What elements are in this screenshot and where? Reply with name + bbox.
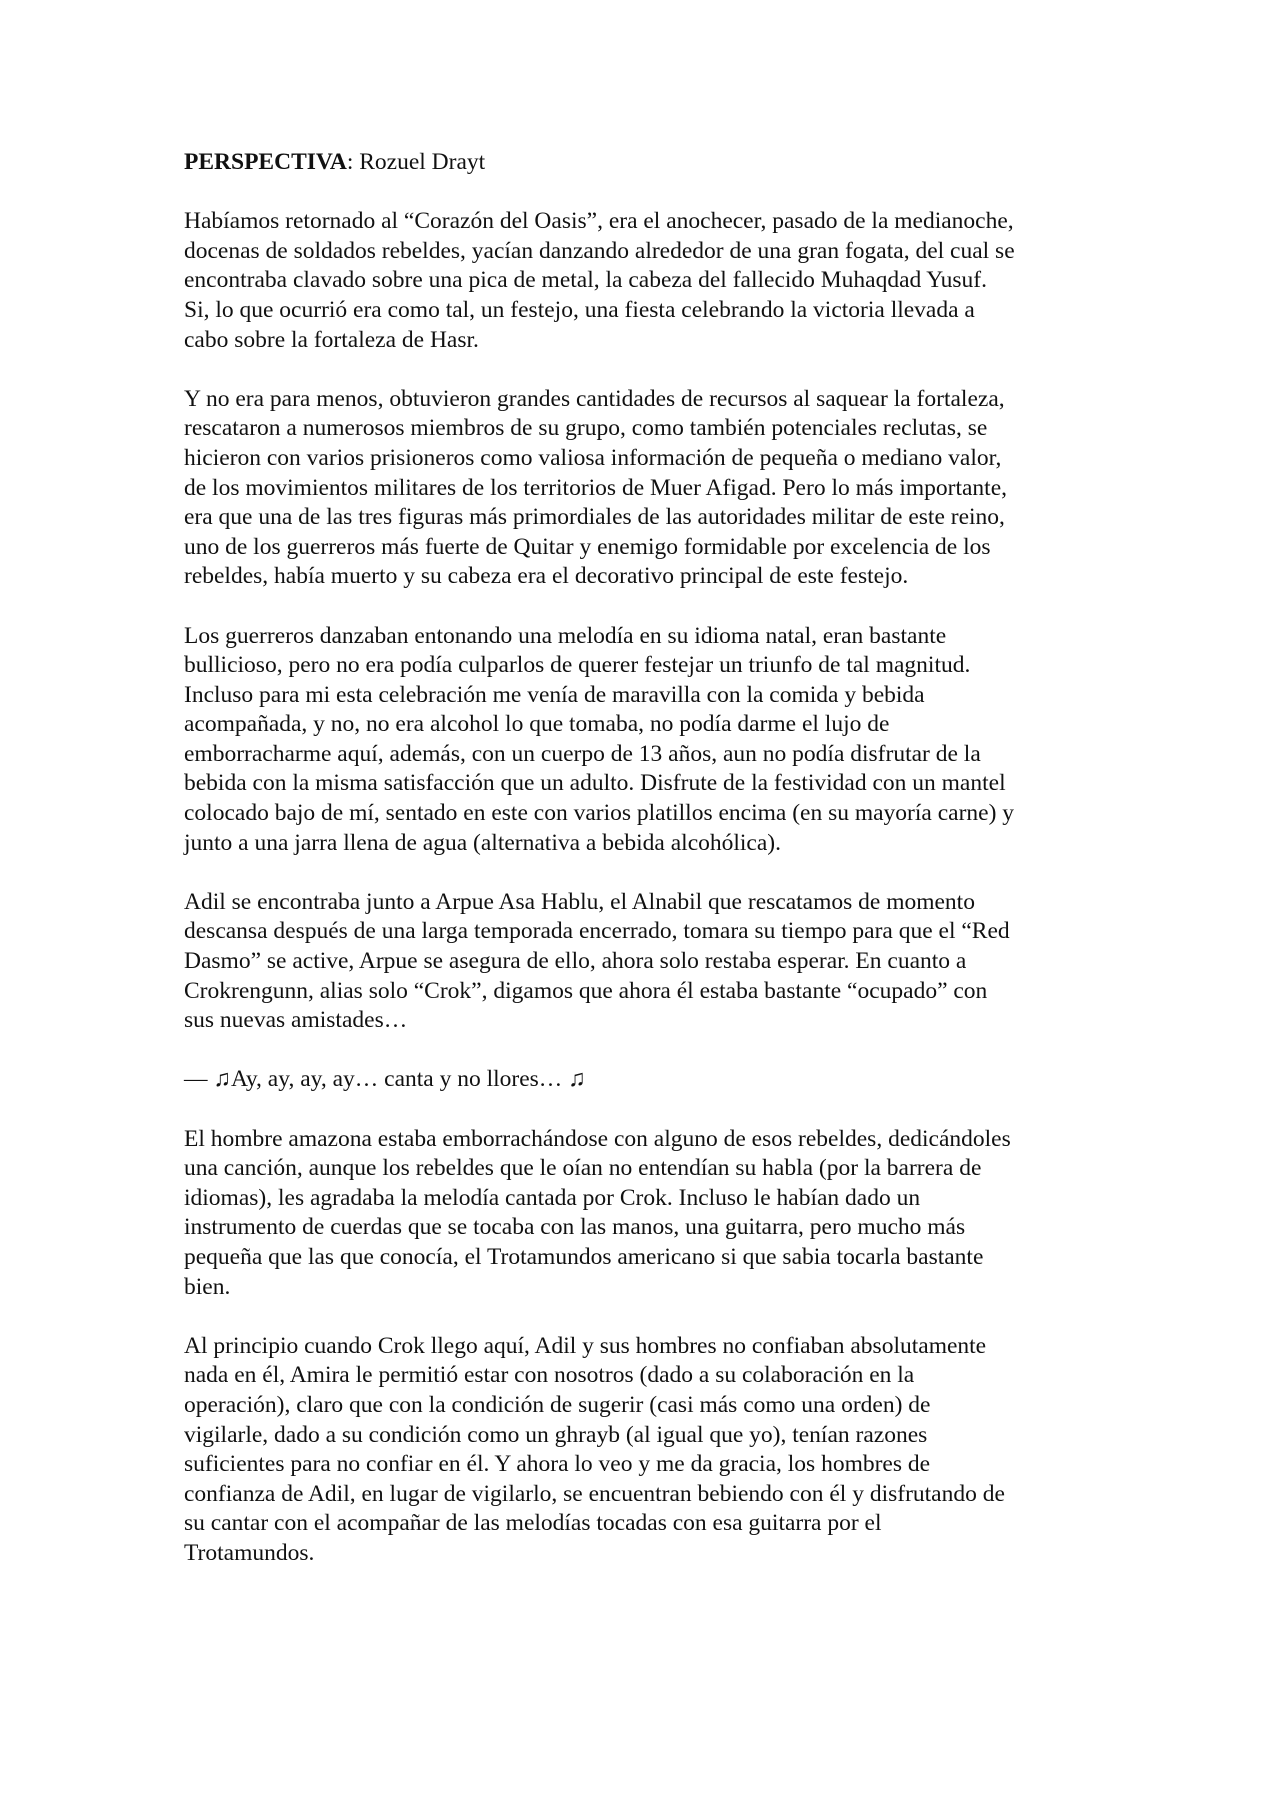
text-line: suficientes para no confiar en él. Y ahora lo veo y me da gracia, los hombres de — [184, 1451, 931, 1478]
text-line: era que una de las tres figuras más primordiales de las autoridades militar de este reino, — [184, 504, 1005, 531]
text-line: Dasmo” se active, Arpue se asegura de ello, ahora solo restaba esperar. En cuanto a — [184, 948, 967, 975]
text-line: colocado bajo de mí, sentado en este con varios platillos encima (en su mayoría carne) y — [184, 800, 1015, 827]
text-line: pequeña que las que conocía, el Trotamundos americano si que sabia tocarla bastante — [184, 1243, 984, 1270]
song-line: — ♫Ay, ay, ay, ay… canta y no llores… ♫ — [184, 1066, 586, 1093]
text-line: Si, lo que ocurrió era como tal, un festejo, una fiesta celebrando la victoria llevada a — [184, 296, 975, 323]
text-line: acompañada, y no, no era alcohol lo que tomaba, no podía darme el lujo de — [184, 711, 890, 738]
text-line: su cantar con el acompañar de las melodías tocadas con esa guitarra por el — [184, 1510, 882, 1537]
text-line: emborracharme aquí, además, con un cuerpo de 13 años, aun no podía disfrutar de la — [184, 740, 981, 767]
text-line: Trotamundos. — [184, 1539, 315, 1566]
text-line: vigilarle, dado a su condición como un ghrayb (al igual que yo), tenían razones — [184, 1421, 928, 1448]
text-line: encontraba clavado sobre una pica de metal, la cabeza del fallecido Muhaqdad Yusuf. — [184, 267, 987, 294]
text-line: Crokrengunn, alias solo “Crok”, digamos que ahora él estaba bastante “ocupado” con — [184, 977, 988, 1004]
text-line: Adil se encontraba junto a Arpue Asa Hablu, el Alnabil que rescatamos de momento — [184, 888, 975, 915]
text-line: Y no era para menos, obtuvieron grandes cantidades de recursos al saquear la fortaleza, — [184, 385, 1005, 412]
text-line: bebida con la misma satisfacción que un adulto. Disfrute de la festividad con un mantel — [184, 770, 1006, 797]
text-line: Incluso para mi esta celebración me venía de maravilla con la comida y bebida — [184, 681, 925, 708]
text-line: instrumento de cuerdas que se tocaba con las manos, una guitarra, pero mucho más — [184, 1214, 966, 1241]
paragraph-1 — [184, 207, 1104, 355]
text-line: de los movimientos militares de los territorios de Muer Afigad. Pero lo más importante, — [184, 474, 1008, 501]
text-line: uno de los guerreros más fuerte de Quitar y enemigo formidable por excelencia de los — [184, 533, 991, 560]
text-line: Al principio cuando Crok llego aquí, Adil y sus hombres no confiaban absolutamente — [184, 1332, 987, 1359]
text-line: nada en él, Amira le permitió estar con nosotros (dado a su colaboración en la — [184, 1362, 915, 1389]
text-line: Habíamos retornado al “Corazón del Oasis”, era el anochecer, pasado de la medianoche, — [184, 208, 1014, 235]
text-line: descansa después de una larga temporada encerrado, tomara su tiempo para que el “Red — [184, 918, 1010, 945]
perspective-separator: : — [346, 149, 354, 175]
text-line: sus nuevas amistades… — [184, 1007, 408, 1034]
text-line: operación), claro que con la condición de sugerir (casi más como una orden) de — [184, 1391, 931, 1418]
perspective-heading — [184, 148, 1104, 178]
text-line: bien. — [184, 1273, 231, 1300]
song-line-paragraph — [184, 1065, 1104, 1095]
text-line: docenas de soldados rebeldes, yacían danzando alrededor de una gran fogata, del cual se — [184, 237, 1015, 264]
text-line: hicieron con varios prisioneros como valiosa información de pequeña o mediano valor, — [184, 444, 1002, 471]
text-line: rebeldes, había muerto y su cabeza era el decorativo principal de este festejo. — [184, 563, 909, 590]
perspective-name: Rozuel Drayt — [359, 149, 486, 175]
text-line: una canción, aunque los rebeldes que le oían no entendían su habla (por la barrera de — [184, 1155, 982, 1182]
paragraph-3 — [184, 622, 1104, 859]
text-line: rescataron a numerosos miembros de su grupo, como también potenciales reclutas, se — [184, 415, 988, 442]
text-line: bullicioso, pero no era podía culparlos de querer festejar un triunfo de tal magnitud. — [184, 652, 971, 679]
text-line: confianza de Adil, en lugar de vigilarlo, se encuentran bebiendo con él y disfrutando de — [184, 1480, 1005, 1507]
text-line: junto a una jarra llena de agua (alternativa a bebida alcohólica). — [184, 829, 781, 856]
paragraph-7 — [184, 1332, 1104, 1569]
document-page — [184, 148, 1104, 1598]
paragraph-6 — [184, 1125, 1104, 1303]
text-line: El hombre amazona estaba emborrachándose con alguno de esos rebeldes, dedicándoles — [184, 1125, 1011, 1152]
text-line: cabo sobre la fortaleza de Hasr. — [184, 326, 479, 353]
perspective-label: PERSPECTIVA — [184, 149, 347, 175]
paragraph-4 — [184, 888, 1104, 1036]
text-line: idiomas), les agradaba la melodía cantada por Crok. Incluso le habían dado un — [184, 1184, 921, 1211]
paragraph-2 — [184, 385, 1104, 592]
text-line: Los guerreros danzaban entonando una melodía en su idioma natal, eran bastante — [184, 622, 947, 649]
